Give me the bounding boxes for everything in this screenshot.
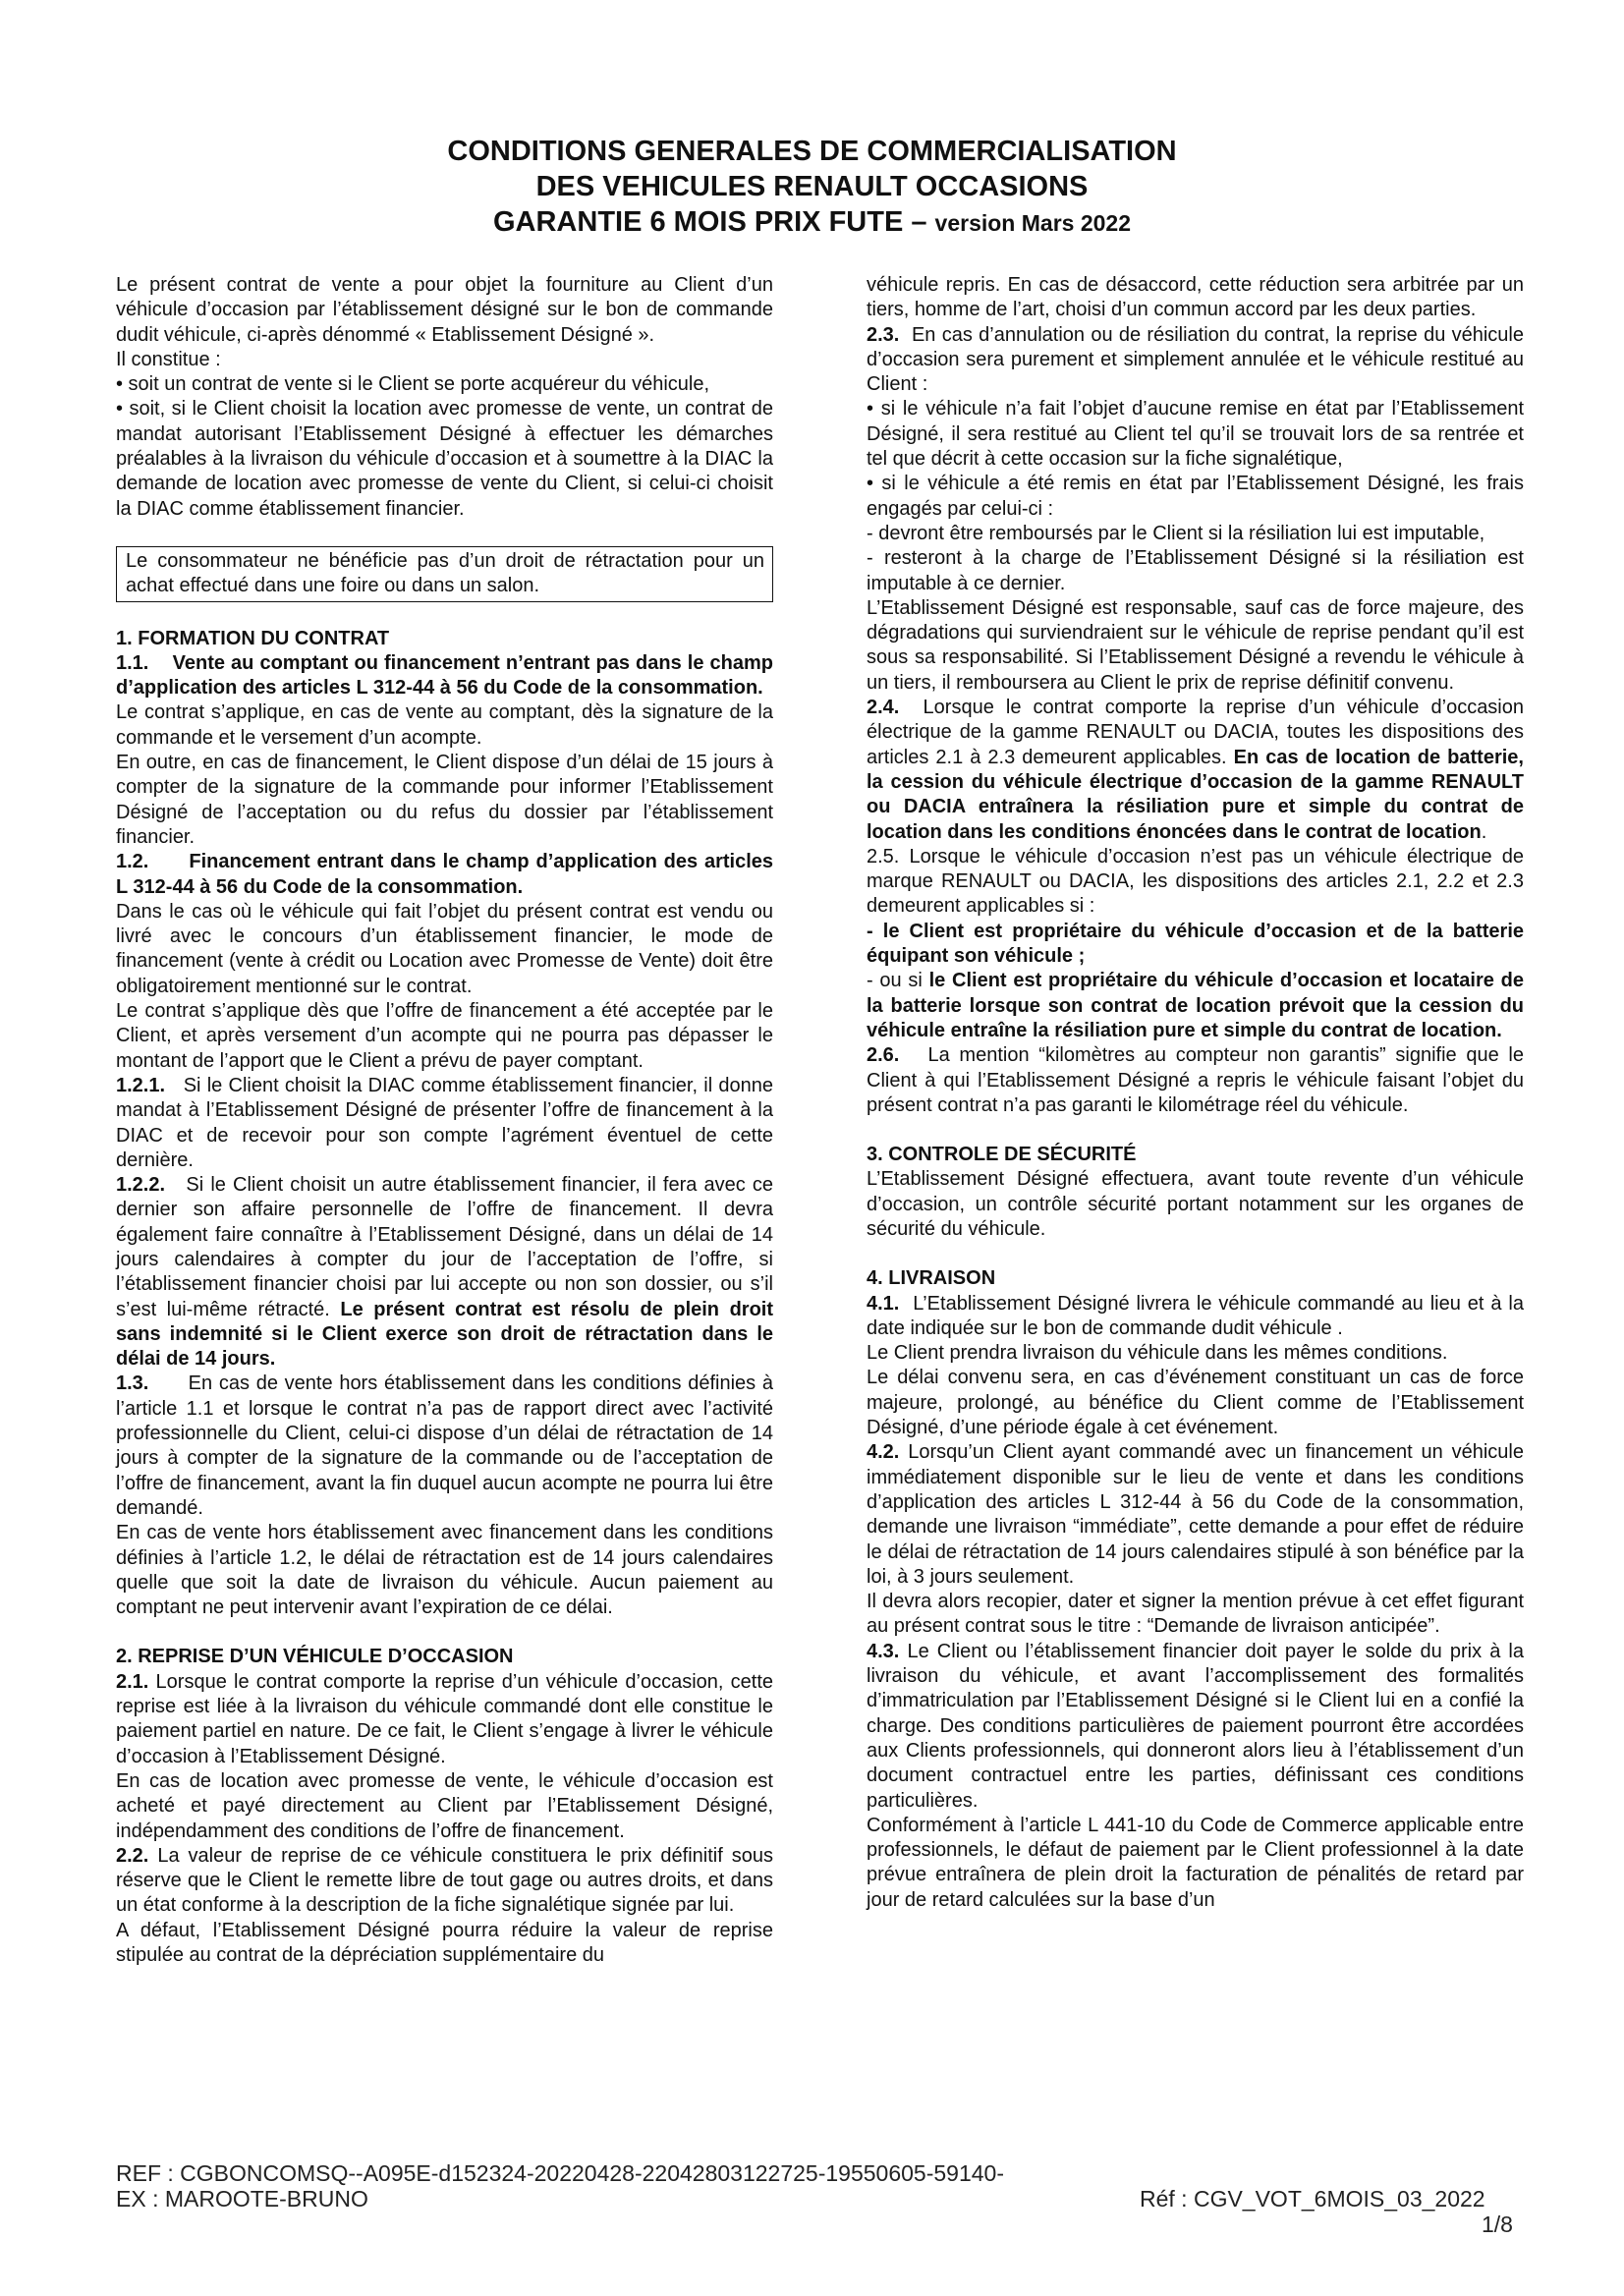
section-4-2-number: 4.2. [867,1441,900,1464]
section-2-3-dash-1: - devront être remboursés par le Client si la résiliation lui est imputable, [867,522,1485,544]
section-2-3-number: 2.3. [867,323,900,346]
section-2-1-para-2: En cas de location avec promesse de vente, le véhicule d’occasion est acheté et payé directement au Client par l’Etablissement Désigné, indépendamment des conditions de l’offre de financement. [116,1769,773,1842]
section-1-1-heading: 1.1. Vente au comptant ou financement n’entrant pas dans le champ d’application des articles L 312-44 à 56 du Code de la consommation. [116,651,773,700]
section-2-5-bullet-2 [867,969,1524,1043]
section-2-1-text: Lorsque le contrat comporte la reprise d’un véhicule d’occasion, cette reprise est liée à la livraison du véhicule commandé dont elle constitue le paiement partiel en nature. De ce fait, le Client s’engage à livrer le véhicule d’occasion à l’Etablissement Désigné. [116,1670,773,1767]
section-2-2-para-2: A défaut, l’Etablissement Désigné pourra réduire la valeur de reprise stipulée au contrat de la dépréciation supplémentaire du [116,1919,773,1966]
section-2-1 [116,1670,773,1769]
section-2-3-text: En cas d’annulation ou de résiliation du contrat, la reprise du véhicule d’occasion sera purement et simplement annulée et le véhicule restitué au Client : [867,323,1524,396]
section-1-heading: 1. FORMATION DU CONTRAT [116,627,390,649]
title-line-1: CONDITIONS GENERALES DE COMMERCIALISATION [447,136,1177,167]
section-4-2-text: Lorsqu’un Client ayant commandé avec un financement un véhicule immédiatement disponible sur le lieu de vente et dans les conditions d’application des articles L 312-44 à 56 du Code de la consommation, demande une livraison “immédiate”, cette demande a pour effet de réduire le délai de rétractation de 14 jours calendaires stipulé à son bénéfice par la loi, à 3 jours seulement. [867,1441,1524,1588]
footer-page-number: 1/8 [1482,2212,1513,2237]
section-1-2-1 [116,1074,773,1173]
section-2-3-dash-2: - resteront à la charge de l’Etablissement Désigné si la résiliation est imputable à ce dernier. [867,547,1524,594]
section-2-2-continuation: véhicule repris. En cas de désaccord, cette réduction sera arbitrée par un tiers, homme de l’art, choisi d’un commun accord par les deux parties. [867,274,1524,321]
section-2-6-number: 2.6. [867,1044,900,1067]
footer-document-ref: Réf : CGV_VOT_6MOIS_03_2022 [1140,2186,1485,2212]
section-1-2-2-bold: Le présent contrat est résolu de plein droit sans indemnité si le Client exerce son droit de rétractation dans le délai de 14 jours. [116,1298,774,1371]
intro-bullet-1: • soit un contrat de vente si le Client se porte acquéreur du véhicule, [116,373,710,396]
section-2-4 [867,696,1524,845]
footer-reference: REF : CGBONCOMSQ--A095E-d152324-20220428-22042803122725-19550605-59140- [116,2160,1004,2186]
section-1-2-2-number: 1.2.2. [116,1174,166,1197]
section-4-1-para-3: Le délai convenu sera, en cas d’événement constituant un cas de force majeure, prolongé, au bénéfice du Client comme de l’Etablissement Désigné, d’une période égale à cet événement. [867,1367,1524,1439]
section-2-1-number: 2.1. [116,1670,149,1693]
left-column [116,273,773,1968]
section-2-6-text: La mention “kilomètres au compteur non garantis” signifie que le Client à qui l’Etablissement Désigné a repris le véhicule faisant l’objet du présent contrat n’a pas garanti le kilométrage réel du véhicule. [867,1044,1524,1116]
section-4-1-text: L’Etablissement Désigné livrera le véhicule commandé au lieu et à la date indiquée sur le bon de commande dudit véhicule . [867,1292,1524,1339]
section-1-2-para-2: Le contrat s’applique dès que l’offre de financement a été acceptée par le Client, et après versement d’un acompte qui ne pourra pas dépasser le montant de l’apport que le Client a prévu de payer comptant. [116,1000,773,1072]
section-2-3 [867,323,1524,398]
section-4-heading: 4. LIVRAISON [867,1267,996,1290]
title-line-3 [0,204,1624,241]
section-2-heading: 2. REPRISE D’UN VÉHICULE D’OCCASION [116,1646,514,1668]
title-line-3-main: GARANTIE 6 MOIS PRIX FUTE – [492,206,935,238]
section-1-3 [116,1372,773,1521]
section-4-3 [867,1640,1524,1814]
section-2-5-bullet-2-text: le Client est propriétaire du véhicule d’occasion et locataire de la batterie lorsque son contrat de location prévoit que la cession du véhicule entraîne la résiliation pure et simple du contrat de location. [867,970,1524,1041]
section-2-3-para: L’Etablissement Désigné est responsable, sauf cas de force majeure, des dégradations qui surviendraient sur le véhicule de reprise pendant qu’il est sous sa responsabilité. Si l’Etablissement Désigné a revendu le véhicule à un tiers, il remboursera au Client le prix de reprise définitif convenu. [867,596,1524,694]
section-1-1-para-1: Le contrat s’applique, en cas de vente au comptant, dès la signature de la commande et le versement d’un acompte. [116,701,773,749]
section-1-3-text: En cas de vente hors établissement dans les conditions définies à l’article 1.1 et lorsque le contrat n’a pas de rapport direct avec l’activité professionnelle du Client, celui-ci dispose d’un délai de rétractation de 14 jours à compter de la signature de la commande ou de l’acceptation de l’offre de financement, avant la fin duquel aucun acompte ne pourra lui être demandé. [116,1372,773,1519]
section-2-2-text: La valeur de reprise de ce véhicule constituera le prix définitif sous réserve que le Client le remette libre de tout gage ou autres droits, et dans un état conforme à la description de la fiche signalétique signée par lui. [116,1844,773,1917]
retractation-notice-box: Le consommateur ne bénéficie pas d’un droit de rétractation pour un achat effectué dans une foire ou dans un salon. [116,546,773,602]
section-2-5: 2.5. Lorsque le véhicule d’occasion n’est pas un véhicule électrique de marque RENAULT ou DACIA, les dispositions des articles 2.1, 2.2 et 2.3 demeurent applicables si : [867,845,1524,918]
section-2-2-number: 2.2. [116,1844,149,1867]
section-2-4-bold: En cas de location de batterie, la cession du véhicule électrique d’occasion de la gamme RENAULT ou DACIA entraînera la résiliation pure et simple du contrat de location dans les conditions énoncées dans le contrat de location [867,746,1524,843]
section-2-3-bullet-1: • si le véhicule n’a fait l’objet d’aucune remise en état par l’Etablissement Désigné, il sera restitué au Client tel qu’il se trouvait lors de sa rentrée et tel que décrit à cette occasion sur la fiche signalétique, [867,398,1524,471]
section-1-2-2 [116,1173,773,1372]
footer-ex: EX : MAROOTE-BRUNO [116,2186,368,2212]
section-1-2-2-text: Si le Client choisit un autre établissement financier, il fera avec ce dernier son affaire personnelle de l’offre de financement. Il devra également faire connaître à l’Etablissement Désigné, dans un délai de 14 jours calendaires à compter du jour de l’acceptation de l’offre, si l’établissement financier choisi par lui accepte ou non son dossier, ou s’il s’est lui-même rétracté. [116,1174,773,1320]
section-4-2-para-2: Il devra alors recopier, dater et signer la mention prévue à cet effet figurant au présent contrat sous le titre : “Demande de livraison anticipée”. [867,1591,1524,1638]
section-2-6 [867,1043,1524,1118]
section-4-3-number: 4.3. [867,1640,900,1662]
intro-paragraph: Le présent contrat de vente a pour objet la fourniture au Client d’un véhicule d’occasion par l’établissement désigné sur le bon de commande dudit véhicule, ci-après dénommé « Etablissement Désigné ». [116,274,773,346]
section-1-3-para-2: En cas de vente hors établissement avec financement dans les conditions définies à l’article 1.2, le délai de rétractation est de 14 jours calendaires quelle que soit la date de livraison du véhicule. Aucun paiement au comptant ne peut intervenir avant l’expiration de ce délai. [116,1522,773,1619]
intro-constitue: Il constitue : [116,348,221,370]
section-2-5-bullet-2-prefix: - ou si [867,970,929,992]
document-title [0,134,1624,241]
section-2-4-end: . [1481,820,1487,843]
section-3-text: L’Etablissement Désigné effectuera, avant toute revente d’un véhicule d’occasion, un contrôle sécurité portant notamment sur les organes de sécurité du véhicule. [867,1168,1524,1240]
section-2-4-number: 2.4. [867,697,900,719]
section-2-3-bullet-2: • si le véhicule a été remis en état par l’Etablissement Désigné, les frais engagés par celui-ci : [867,473,1524,520]
section-1-2-para-1: Dans le cas où le véhicule qui fait l’objet du présent contrat est vendu ou livré avec le concours d’un établissement financier, le mode de financement (vente à crédit ou Location avec Promesse de Vente) doit être obligatoirement mentionné sur le contrat. [116,900,773,997]
section-4-3-text: Le Client ou l’établissement financier doit payer le solde du prix à la livraison du véhicule, et avant l’accomplissement des formalités d’immatriculation par l’Etablissement Désigné si le Client lui en a confié la charge. Des conditions particulières de paiement pourront être accordées aux Clients professionnels, qui donneront alors lieu à l’établissement d’un document contractuel entre les parties, définissant ces conditions particulières. [867,1640,1524,1812]
intro-bullet-2: • soit, si le Client choisit la location avec promesse de vente, un contrat de mandat autorisant l’Etablissement Désigné à effectuer les démarches préalables à la livraison du véhicule d’occasion et à soumettre à la DIAC la demande de location avec promesse de vente du Client, si celui-ci choisit la DIAC comme établissement financier. [116,398,773,520]
title-line-2: DES VEHICULES RENAULT OCCASIONS [535,171,1089,202]
title-version: version Mars 2022 [934,210,1131,236]
section-2-2 [116,1844,773,1919]
section-2-5-bullet-1 [867,920,1524,970]
section-2-5-bullet-1-text: - le Client est propriétaire du véhicule d’occasion et de la batterie équipant son véhicule ; [867,920,1524,968]
right-column [867,273,1524,1913]
section-4-2 [867,1440,1524,1590]
section-3-heading: 3. CONTROLE DE SÉCURITÉ [867,1144,1137,1166]
section-1-2-1-number: 1.2.1. [116,1074,166,1096]
section-1-3-number: 1.3. [116,1372,149,1395]
section-2-4-text: Lorsque le contrat comporte la reprise d’un véhicule d’occasion électrique de la gamme RENAULT ou DACIA, toutes les dispositions des articles 2.1 à 2.3 demeurent applicables. [867,697,1524,768]
section-1-2-1-text: Si le Client choisit la DIAC comme établissement financier, il donne mandat à l’Etablissement Désigné de présenter l’offre de financement à la DIAC et de recevoir pour son compte l’agrément éventuel de cette dernière. [116,1074,773,1171]
section-4-1-para-2: Le Client prendra livraison du véhicule dans les mêmes conditions. [867,1342,1448,1365]
section-4-1 [867,1292,1524,1342]
section-4-3-para-2: Conformément à l’article L 441-10 du Code de Commerce applicable entre professionnels, le défaut de paiement par le Client professionnel à la date prévue entraînera de plein droit la facturation de pénalités de retard par jour de retard calculées sur la base d’un [867,1814,1524,1911]
section-1-1-para-2: En outre, en cas de financement, le Client dispose d’un délai de 15 jours à compter de la signature de la commande pour informer l’Etablissement Désigné de l’acceptation ou du refus du dossier par l’établissement financier. [116,752,773,848]
section-1-2-heading: 1.2. Financement entrant dans le champ d’application des articles L 312-44 à 56 du Code de la consommation. [116,851,773,898]
section-4-1-number: 4.1. [867,1292,900,1315]
